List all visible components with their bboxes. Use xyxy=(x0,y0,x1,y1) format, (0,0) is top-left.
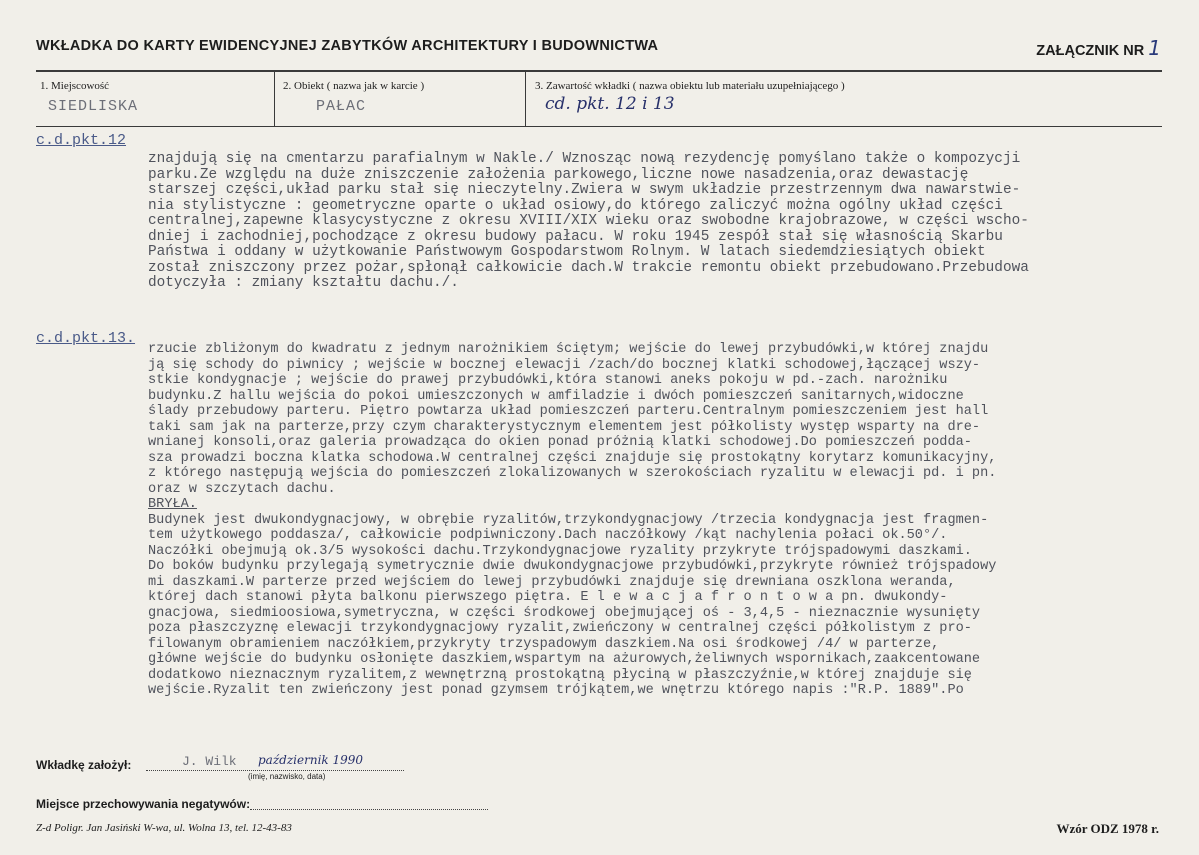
content-label: 3. Zawartość wkładki ( nazwa obiektu lub materiału uzupełniającego ) xyxy=(535,80,845,92)
text-line: ją się schody do piwnicy ; wejście w bocznej elewacji /zach/do bocznej klatki schodowej,łączącej wszy- xyxy=(148,357,981,373)
text-line: Do boków budynku przylegają symetrycznie dwie dwukondygnacjowe przybudówki,przykryte również trójspadowy xyxy=(148,559,997,574)
text-line: starszej części,układ parku stał się nieczytelny.Zwiera w swym układzie przestrzennym dwa nawarstwie- xyxy=(148,182,1021,198)
text-line: ślady przebudowy parteru. Piętro powtarza układ pomieszczeń parteru.Centralnym pomieszczeniem jest hall xyxy=(148,404,989,419)
text-line: parku.Ze względu na duże zniszczenie założenia parkowego,liczne nowe nasadzenia,oraz dewastację xyxy=(148,166,969,183)
text-line: dniej i zachodniej,pochodzące z okresu budowy pałacu. W roku 1945 zespół stał się własnością Skarbu xyxy=(148,228,1003,245)
text-line: rzucie zbliżonym do kwadratu z jednym narożnikiem ściętym; wejście do lewej przybudówki,w której znajdu xyxy=(148,342,989,357)
document-title: WKŁADKA DO KARTY EWIDENCYJNEJ ZABYTKÓW ARCHITEKTURY I BUDOWNICTWA xyxy=(36,38,659,54)
section-12-text xyxy=(148,152,1029,292)
text-line: znajdują się na cmentarzu parafialnym w Nakle./ Wznosząc nową rezydencję pomyślano także o kompozycji xyxy=(148,151,1021,167)
text-line: stkie kondygnacje ; wejście do prawej przybudówki,która stanowi aneks pokoju w pd.-zach. narożniku xyxy=(148,373,948,388)
text-line: taki sam jak na parterze,przy czym charakterystycznym elementem jest półkolisty występ wsparty na dre- xyxy=(148,419,981,435)
text-line: której dach stanowi płyta balkonu pierwszego piętra. E l e w a c j a f r o n t o w a pn. dwukondy- xyxy=(148,590,948,605)
founder-label: Wkładkę założył: xyxy=(36,758,132,772)
annex-number: 1 xyxy=(1148,36,1161,60)
founder-note: (imię, nazwisko, data) xyxy=(248,772,326,781)
object-value: PAŁAC xyxy=(316,98,367,115)
field-divider-1 xyxy=(274,72,275,126)
text-line: filowanym obramieniem naczółkiem,przykryty trzyspadowym daszkiem.Na osi środkowej /4/ w parterze, xyxy=(148,636,940,652)
text-line: wejście.Ryzalit ten zwieńczony jest ponad gzymsem trójkątem,we wnętrzu którego napis :"R.P. 1889".Po xyxy=(148,683,964,698)
text-line: oraz w szczytach dachu. xyxy=(148,481,336,497)
object-label: 2. Obiekt ( nazwa jak w karcie ) xyxy=(283,80,425,92)
text-line: tem użytkowego poddasza/, całkowicie podpiwniczony.Dach naczółkowy /kąt nachylenia połaci ok.50°/. xyxy=(148,528,948,543)
negatives-dotted-line xyxy=(250,809,488,810)
annex-label xyxy=(1036,36,1161,60)
text-line: wnianej konsoli,oraz galeria prowadząca do okien ponad próżnią klatki schodowej.Do pomieszczeń podda- xyxy=(148,435,972,450)
founder-date: październik 1990 xyxy=(258,753,364,767)
text-line: dodatkowo nieznacznym ryzalitem,z wewnętrzną prostokątną płyciną w płaszczyźnie,w której znajduje się xyxy=(148,667,972,683)
text-line: nia stylistyczne : geometryczne oparte o układ osiowy,do którego zaliczyć można ogólny układ części xyxy=(148,197,1003,214)
founder-name: J. Wilk xyxy=(182,754,237,769)
text-line: główne wejście do budynku osłonięte daszkiem,wspartym na ażurowych,żeliwnych wspornikach,zaakcentowane xyxy=(148,652,981,667)
field-divider-2 xyxy=(525,72,526,126)
section-13-text xyxy=(148,342,996,699)
text-line: mi daszkami.W parterze przed wejściem do lewej przybudówki znajduje się drewniana oszklona weranda, xyxy=(148,574,956,590)
content-value: cd. pkt. 12 i 13 xyxy=(545,94,675,114)
section-12-label: c.d.pkt.12 xyxy=(36,132,127,149)
top-rule xyxy=(36,70,1162,72)
section-13-label: c.d.pkt.13. xyxy=(36,330,136,347)
text-line: budynku.Z hallu wejścia do pokoi umieszczonych w amfiladzie i dwóch pomieszczeń sanitarnych,widoczne xyxy=(148,388,964,404)
field-bottom-rule xyxy=(36,126,1162,127)
text-line: centralnej,zapewne klasycystyczne z okresu XVIII/XIX wieku oraz swobodne krajobrazowe, w części wscho- xyxy=(148,213,1029,229)
text-line: sza prowadzi boczna klatka schodowa.W centralnej części znajduje się prostokątny korytarz komunikacyjny, xyxy=(148,450,997,466)
founder-dotted-line xyxy=(146,770,404,771)
form-pattern: Wzór ODZ 1978 r. xyxy=(1056,821,1159,836)
text-line: Budynek jest dwukondygnacjowy, w obrębie ryzalitów,trzykondygnacjowy /trzecia kondygnacja jest fragmen- xyxy=(148,512,989,528)
annex-label-text: ZAŁĄCZNIK NR xyxy=(1036,43,1145,59)
place-label: 1. Miejscowość xyxy=(40,80,110,92)
text-line: Państwa i oddany w użytkowanie Państwowym Gospodarstwom Rolnym. W latach siedemdziesiątych obiekt xyxy=(148,244,986,260)
text-line: Naczółki obejmują ok.3/5 wysokości dachu.Trzykondygnacjowe ryzality przykryte trójspadowymi daszkami. xyxy=(148,543,972,559)
bryla-heading: BRYŁA. xyxy=(148,497,197,512)
text-line: poza płaszczyznę elewacji trzykondygnacjowy ryzalit,zwieńczony w centralnej części półkolistym z pro- xyxy=(148,621,972,636)
place-value: SIEDLISKA xyxy=(48,98,139,115)
text-line: został zniszczony przez pożar,spłonął całkowicie dach.W trakcie remontu obiekt przebudowano.Przebudowa xyxy=(148,259,1029,276)
text-line: dotyczyła : zmiany kształtu dachu./. xyxy=(148,275,459,291)
negatives-label: Miejsce przechowywania negatywów: xyxy=(36,797,251,811)
text-line: gnacjowa, siedmioosiowa,symetryczna, w części środkowej obejmującej oś - 3,4,5 - nieznacznie wysunięty xyxy=(148,605,981,621)
printer-imprint: Z-d Poligr. Jan Jasiński W-wa, ul. Wolna 13, tel. 12-43-83 xyxy=(36,822,292,834)
text-line: z którego następują wejścia do pomieszczeń zlokalizowanych w szerokościach ryzalitu w elewacji pd. i pn. xyxy=(148,466,997,481)
